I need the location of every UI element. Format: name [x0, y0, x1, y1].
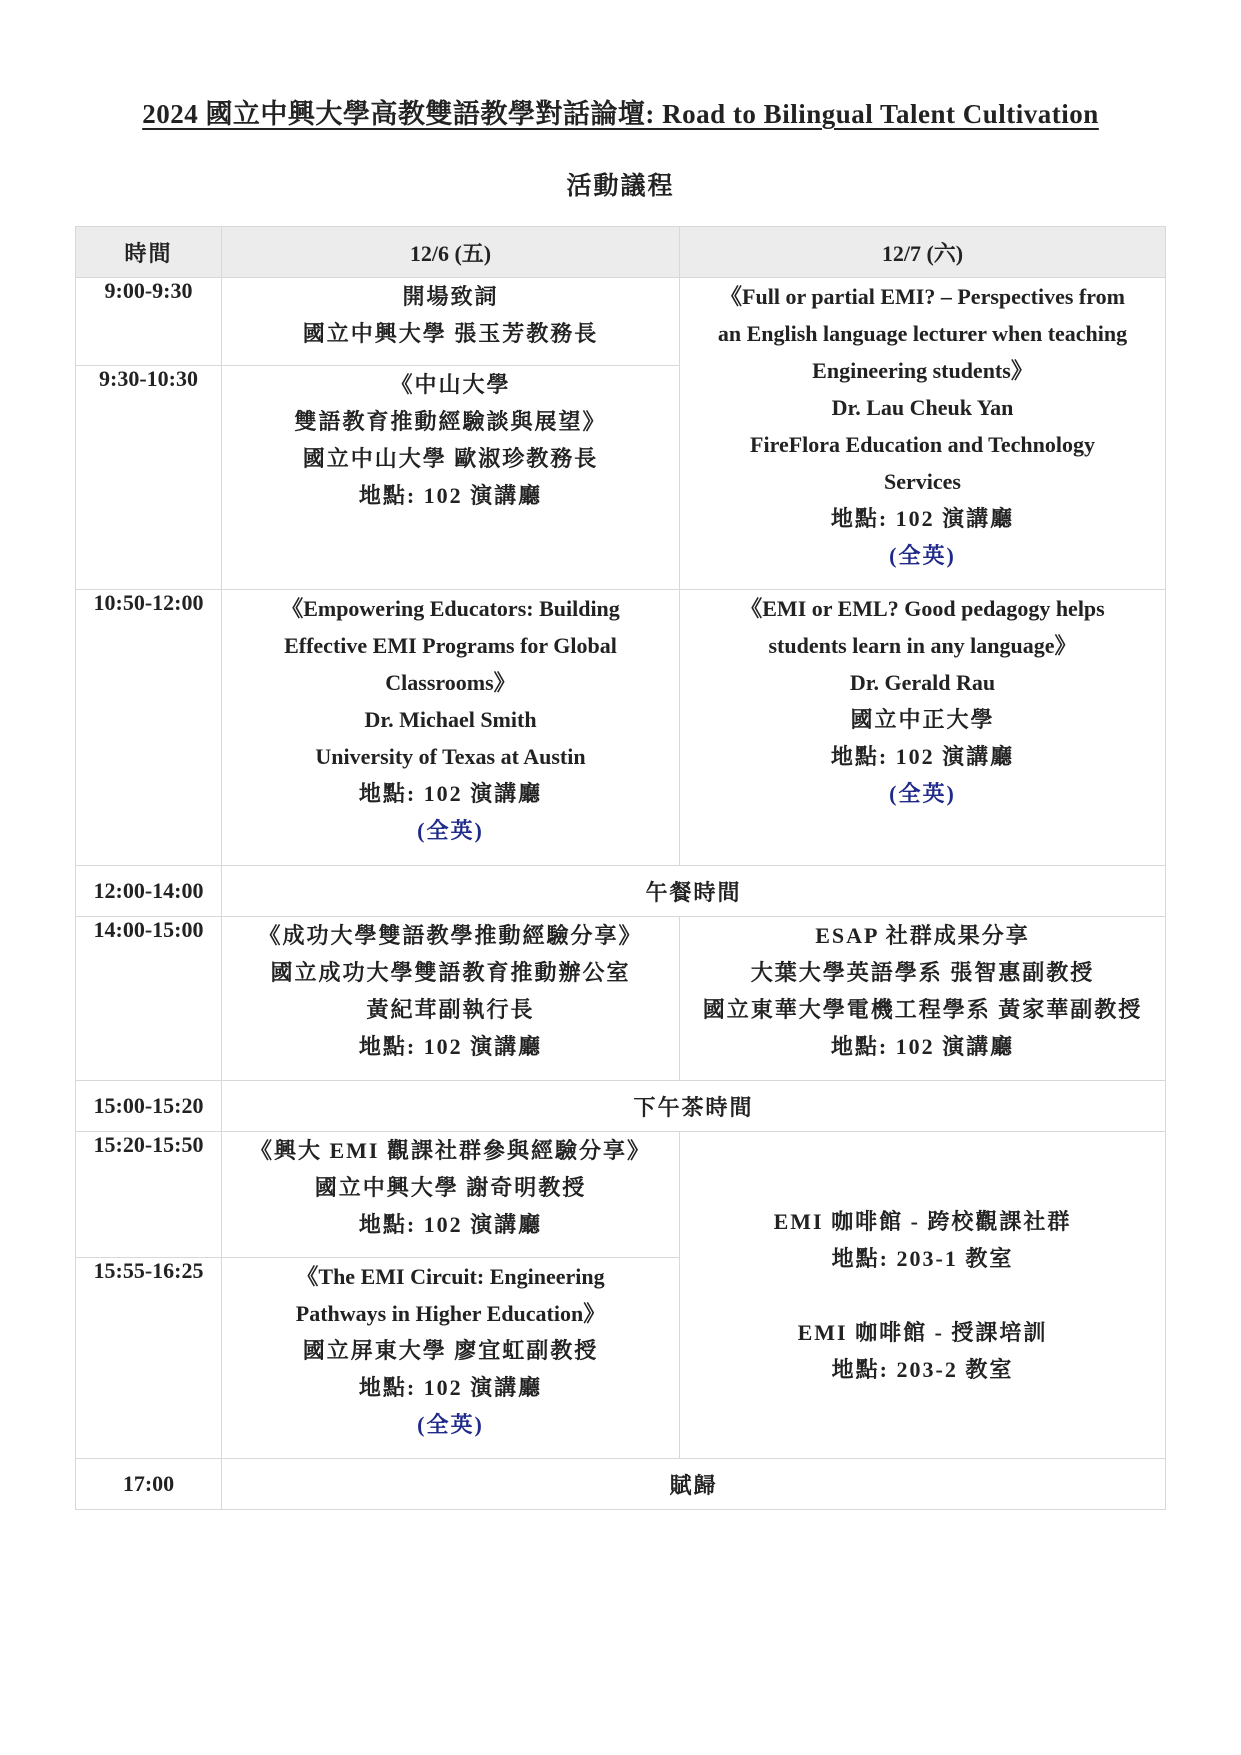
session-line: 《Empowering Educators: Building: [281, 596, 620, 621]
session-line: 國立屏東大學 廖宜虹副教授: [302, 1338, 599, 1363]
time-cell: 15:55-16:25: [76, 1258, 222, 1459]
session-line: 《成功大學雙語教學推動經驗分享》: [258, 923, 643, 948]
session-line: 黃紀茸副執行長: [366, 997, 535, 1022]
session-line: 國立中正大學: [850, 707, 995, 732]
session-line: Pathways in Higher Education》: [295, 1301, 606, 1326]
session-line: 地點: 102 演講廳: [358, 1212, 543, 1237]
session-line: Effective EMI Programs for Global: [284, 633, 617, 658]
column-header-day1: 12/6 (五): [222, 227, 680, 278]
table-row: [76, 1081, 1166, 1132]
session-line: ESAP 社群成果分享: [815, 923, 1030, 948]
time-cell: 12:00-14:00: [76, 866, 222, 917]
session-line: 地點: 102 演講廳: [358, 781, 543, 806]
session-line: Dr. Gerald Rau: [849, 670, 996, 695]
agenda-subtitle: 活動議程: [566, 173, 675, 200]
session-line: 《中山大學: [390, 372, 511, 397]
time-cell: 17:00: [76, 1459, 222, 1510]
session-cell: [680, 278, 1166, 590]
session-line: Dr. Lau Cheuk Yan: [831, 395, 1014, 420]
session-line: 地點: 102 演講廳: [358, 1375, 543, 1400]
document-title: 2024 國立中興大學高教雙語教學對話論壇: Road to Bilingual Talent Cultivation: [142, 99, 1099, 129]
table-row: [76, 866, 1166, 917]
workshop-line: EMI 咖啡館 - 跨校觀課社群: [773, 1208, 1072, 1234]
table-row: [76, 1459, 1166, 1510]
session-line: 《興大 EMI 觀課社群參與經驗分享》: [249, 1138, 651, 1163]
session-line: 國立中興大學 謝奇明教授: [314, 1175, 587, 1200]
session-line: 國立中山大學 歐淑珍教務長: [302, 446, 599, 471]
time-cell: 15:00-15:20: [76, 1081, 222, 1132]
session-cell: [222, 590, 680, 866]
session-cell: [222, 1132, 680, 1258]
time-cell: 9:30-10:30: [76, 366, 222, 590]
session-line: 國立東華大學電機工程學系 黃家華副教授: [702, 997, 1143, 1022]
session-line: 地點: 102 演講廳: [358, 1034, 543, 1059]
agenda-table: [75, 226, 1166, 1510]
workshop-line: 地點: 203-1 教室: [831, 1245, 1014, 1271]
session-line: 地點: 102 演講廳: [830, 506, 1015, 531]
session-cell: [680, 590, 1166, 866]
session-line: 《The EMI Circuit: Engineering: [296, 1264, 605, 1289]
spacer: [686, 1277, 1159, 1314]
column-header-day2: 12/7 (六): [680, 227, 1166, 278]
closing-cell: 賦歸: [222, 1459, 1166, 1510]
table-row: [76, 1132, 1166, 1258]
session-line: 地點: 102 演講廳: [358, 483, 543, 508]
session-line: Classrooms》: [385, 670, 516, 695]
header-row: [76, 227, 1166, 278]
session-line: 地點: 102 演講廳: [830, 744, 1015, 769]
session-line: 國立成功大學雙語教育推動辦公室: [270, 960, 631, 985]
session-line: 《Full or partial EMI? – Perspectives from: [720, 284, 1125, 309]
session-line: Dr. Michael Smith: [364, 707, 537, 732]
workshop-cell: [680, 1132, 1166, 1459]
session-line: 國立中興大學 張玉芳教務長: [302, 321, 599, 346]
table-row: [76, 278, 1166, 366]
session-line: 《EMI or EML? Good pedagogy helps: [740, 596, 1105, 621]
session-cell: [680, 917, 1166, 1081]
session-line: University of Texas at Austin: [315, 744, 586, 769]
time-cell: 9:00-9:30: [76, 278, 222, 366]
session-line: Engineering students》: [812, 358, 1033, 383]
session-line: FireFlora Education and Technology: [750, 432, 1095, 457]
english-only-tag: (全英): [889, 543, 956, 568]
table-row: [76, 590, 1166, 866]
break-cell: 下午茶時間: [222, 1081, 1166, 1132]
time-cell: 14:00-15:00: [76, 917, 222, 1081]
session-line: an English language lecturer when teaching: [717, 321, 1128, 346]
session-cell: [222, 278, 680, 366]
english-only-tag: (全英): [417, 818, 484, 843]
english-only-tag: (全英): [417, 1412, 484, 1437]
table-row: [76, 917, 1166, 1081]
column-header-time: 時間: [76, 227, 222, 278]
session-cell: [222, 1258, 680, 1459]
session-cell: [222, 366, 680, 590]
session-cell: [222, 917, 680, 1081]
session-line: students learn in any language》: [768, 633, 1077, 658]
session-line: 雙語教育推動經驗談與展望》: [294, 409, 607, 434]
english-only-tag: (全英): [889, 781, 956, 806]
session-line: 開場致詞: [402, 284, 499, 309]
workshop-line: EMI 咖啡館 - 授課培訓: [797, 1319, 1048, 1345]
session-line: Services: [884, 469, 961, 494]
break-cell: 午餐時間: [222, 866, 1166, 917]
session-line: 大葉大學英語學系 張智惠副教授: [750, 960, 1095, 985]
time-cell: 15:20-15:50: [76, 1132, 222, 1258]
time-cell: 10:50-12:00: [76, 590, 222, 866]
session-line: 地點: 102 演講廳: [830, 1034, 1015, 1059]
workshop-line: 地點: 203-2 教室: [831, 1356, 1014, 1382]
